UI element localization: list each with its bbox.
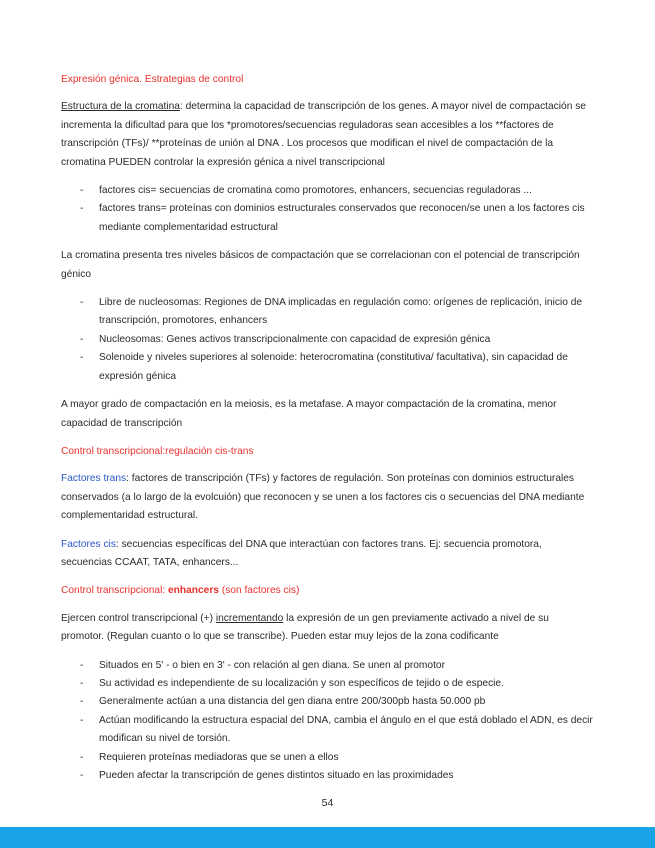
paragraph-factores-cis [61, 536, 594, 573]
list-item: - Situados en 5' - o bien en 3' - con relación al gen diana. Se unen al promotor [61, 657, 594, 675]
term-incrementando: incrementando [215, 612, 284, 624]
list-item: - factores cis= secuencias de cromatina como promotores, enhancers, secuencias reguladoras ... [61, 182, 594, 200]
list-enhancers [61, 657, 594, 786]
paragraph-text: : factores de transcripción (TFs) y factores de regulación. Son proteínas con dominios estructurales conservados (a lo largo de la evolcuión) que reconocen y se unen a los factores cis o secuencias del DNA mediante complementaridad estructural. [61, 473, 585, 522]
list-item: - Generalmente actúan a una distancia del gen diana entre 200/300pb hasta 50.000 pb [61, 693, 594, 711]
list-factores [61, 182, 594, 237]
section-heading-expresion-genica: Expresión génica. Estrategias de control [61, 74, 244, 85]
list-niveles [61, 294, 594, 386]
list-item: - Actúan modificando la estructura espacial del DNA, cambia el ángulo en el que está doblado el ADN, es decir modifican su nivel de torsión. [61, 712, 594, 749]
paragraph-niveles-compactacion: La cromatina presenta tres niveles básicos de compactación que se correlacionan con el potencial de transcripción génico [61, 250, 580, 280]
list-item: - Libre de nucleosomas: Regiones de DNA implicadas en regulación como: orígenes de replicación, inicio de transcripción, promotores, enhancers [61, 294, 594, 331]
section-heading-enhancers [61, 582, 594, 600]
paragraph-enhancers-intro [61, 610, 594, 647]
term-factores-cis: Factores cis [61, 538, 116, 550]
list-item: - Solenoide y niveles superiores al solenoide: heterocromatina (constitutiva/ facultativa), sin capacidad de expresión génica [61, 349, 594, 386]
term-estructura-cromatina: Estructura de la cromatina [61, 101, 180, 113]
heading-suffix: (son factores cis) [218, 585, 300, 597]
paragraph-meiosis: A mayor grado de compactación en la meiosis, es la metafase. A mayor compactación de la cromatina, menor capacidad de transcripción [61, 399, 557, 429]
term-factores-trans: Factores trans [61, 473, 127, 485]
page-content [61, 71, 594, 795]
list-item: - Su actividad es independiente de su localización y son específicos de tejido o de especie. [61, 675, 594, 693]
paragraph-text: : secuencias específicas del DNA que interactúan con factores trans. Ej: secuencia promotora, secuencias CCAAT, TATA, enhancers... [61, 538, 542, 568]
list-item: - Requieren proteínas mediadoras que se unen a ellos [61, 749, 594, 767]
footer-bar [0, 827, 655, 848]
list-item: - Pueden afectar la transcripción de genes distintos situado en las proximidades [61, 767, 594, 785]
heading-prefix: Control transcripcional: [61, 585, 169, 597]
paragraph-factores-trans [61, 470, 594, 525]
paragraph-text: : determina la capacidad de transcripción de los genes. A mayor nivel de compactación se incrementa la dificultad para que los *promotores/secuencias reguladoras sean accesibles a los **factores de transcripción (TFs)/ **proteínas de unión al DNA . Los procesos que modifican el nivel de compactación de la cromatina PUEDEN controlar la expresión génica a nivel transcripcional [61, 101, 586, 168]
section-heading-cis-trans: Control transcripcional:regulación cis-trans [61, 445, 254, 457]
heading-bold-enhancers: enhancers [168, 585, 219, 597]
list-item: - Nucleosomas: Genes activos transcripcionalmente con capacidad de expresión génica [61, 331, 594, 349]
page-number: 54 [321, 797, 334, 809]
list-item: - factores trans= proteínas con dominios estructurales conservados que reconocen/se unen a los factores cis mediante complementaridad estructural [61, 200, 594, 237]
paragraph-text: Ejercen control transcripcional (+) [61, 612, 216, 624]
paragraph-estructura-cromatina [61, 98, 594, 172]
paragraph-text: la expresión de un gen previamente activado a nivel de su promotor. (Regulan cuanto o lo que se transcribe). Pueden estar muy lejos de la zona codificante [61, 612, 549, 643]
